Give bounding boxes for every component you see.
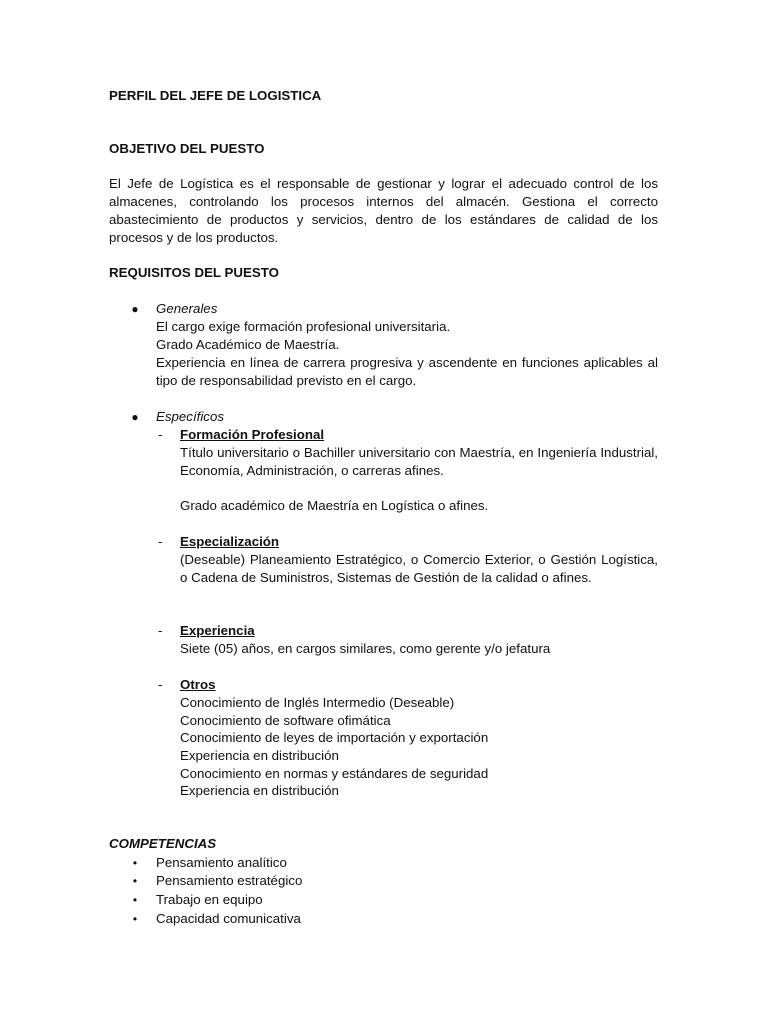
bullet-icon: • [132,893,138,907]
formacion-title: Formación Profesional [180,427,325,442]
dash-icon: - [158,677,163,692]
especificos-title: Específicos [156,409,224,424]
especializacion-title: Especialización [180,534,280,549]
bullet-icon: • [132,912,138,926]
bullet-icon: ● [131,302,139,316]
especializacion-text: (Deseable) Planeamiento Estratégico, o Comercio Exterior, o Gestión Logística, o Cadena de Suministros, Sistemas de Gestión de la calidad o afines. [180,552,658,585]
dash-icon: - [158,623,163,638]
generales-line: Experiencia en línea de carrera progresiva y ascendente en funciones aplicables al tipo de responsabilidad previsto en el cargo. [156,355,658,388]
generales-line: El cargo exige formación profesional universitaria. [156,319,451,334]
bullet-icon: ● [131,410,139,424]
otros-item: Conocimiento de leyes de importación y exportación [180,730,489,745]
generales-line: Grado Académico de Maestría. [156,337,340,352]
objective-heading: OBJETIVO DEL PUESTO [109,141,265,156]
experiencia-title: Experiencia [180,623,255,638]
otros-item: Conocimiento de software ofimática [180,713,391,728]
generales-title: Generales [156,301,218,316]
otros-item: Experiencia en distribución [180,748,339,763]
competencia-item: Pensamiento estratégico [156,873,303,888]
otros-item: Conocimiento de Inglés Intermedio (Deseable) [180,695,455,710]
objective-paragraph: El Jefe de Logística es el responsable de gestionar y lograr el adecuado control de los almacenes, controlando los procesos internos del almacén. Gestiona el correcto abastecimiento de productos y servicios, dentro de los estándares de calidad de los procesos y de los productos. [109,176,658,245]
experiencia-text: Siete (05) años, en cargos similares, como gerente y/o jefatura [180,641,551,656]
bullet-icon: • [132,874,138,888]
competencia-item: Trabajo en equipo [156,892,263,907]
dash-icon: - [158,534,163,549]
competencia-item: Pensamiento analítico [156,855,287,870]
bullet-icon: • [132,856,138,870]
document-title: PERFIL DEL JEFE DE LOGISTICA [109,88,322,103]
otros-item: Experiencia en distribución [180,783,339,798]
competencia-item: Capacidad comunicativa [156,911,301,926]
competencias-heading: COMPETENCIAS [109,836,217,851]
otros-item: Conocimiento en normas y estándares de seguridad [180,766,489,781]
formacion-extra: Grado académico de Maestría en Logística o afines. [180,498,489,513]
otros-title: Otros [180,677,216,692]
formacion-text: Título universitario o Bachiller universitario con Maestría, en Ingeniería Industrial, Economía, Administración, o carreras afines. [180,445,658,478]
dash-icon: - [158,427,163,442]
requirements-heading: REQUISITOS DEL PUESTO [109,265,279,280]
